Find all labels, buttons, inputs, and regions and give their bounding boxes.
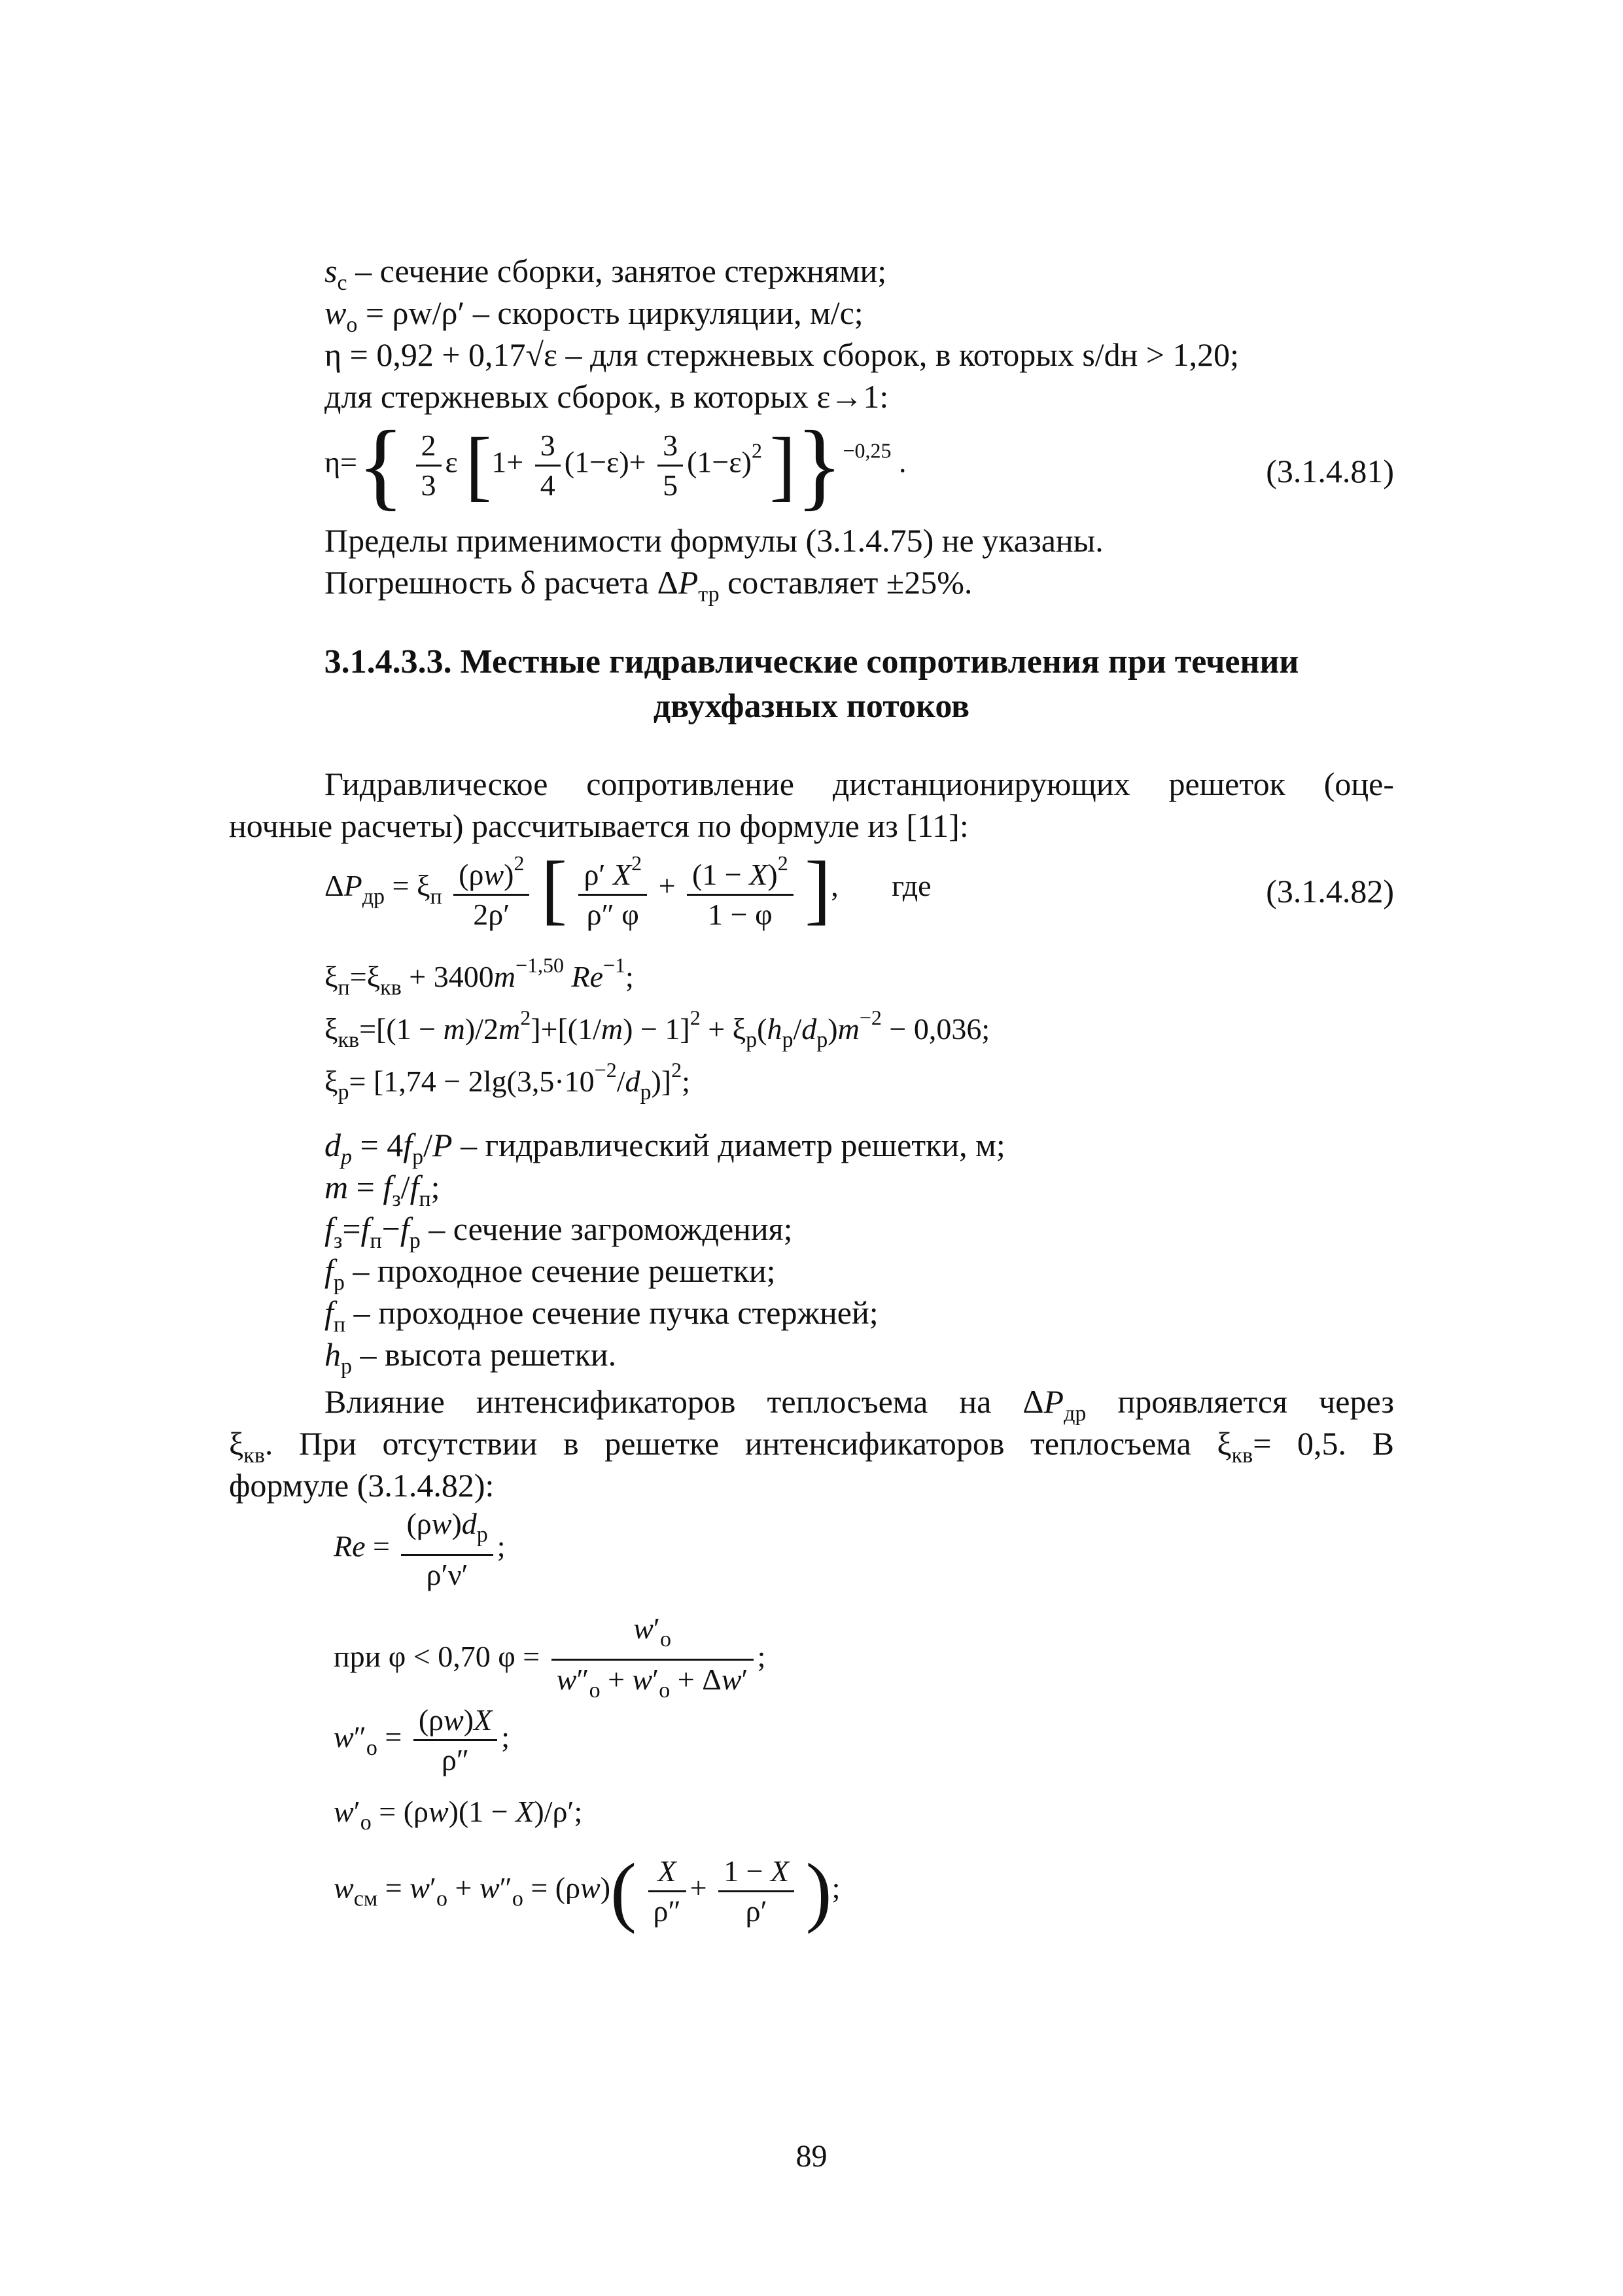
formula-xi-r: $\xi_р= [1,74 - 2\lg(3,5\cdot 10^{-2}/d_р)]^2$; (324, 1058, 690, 1104)
def-sc: $s_c$ – сечение сборки, занятое стержнями; (324, 253, 887, 295)
equation-number: (3.1.4.81) (1266, 453, 1394, 489)
var-fz: $f_з=f_п-f_р$ – сечение загромождения; (324, 1210, 793, 1253)
var-dp: $d_p = 4f_р/P$ – гидравлический диаметр решетки, м; (324, 1127, 1005, 1169)
def-eta: η = 0,92 + 0,17√ε – для стержневых сборок, в которых s/dн > 1,20; (324, 336, 1240, 373)
equation-number: (3.1.4.82) (1266, 873, 1394, 910)
formula-re: Re = $\frac{(\rho w)d_р}{\rho'\nu'}$ ; (334, 1505, 506, 1594)
paragraph-intro-line2: ночные расчеты) рассчитывается по формуле из [11]: (229, 807, 969, 844)
paragraph-influence-line2: $\xi_{кв}$. При отсутствии в решетке интенсификаторов теплосъема $\xi_{кв}= 0,5$. В (229, 1425, 1394, 1468)
page-number: 89 (795, 2139, 828, 2174)
formula-3-1-4-82: $\Delta P_{др} = \xi_п$ $\frac{(\rho w)^2}{2\rho'}$ [ $\frac{\rho' X^2}{\rho'' \varphi}$ + $\frac{(1 - X)^2}{1 - \varphi}$ ], где (324, 845, 932, 932)
var-fr: $f_р$ – проходное сечение решетки; (324, 1252, 776, 1295)
paragraph-intro-line1: Гидравлическое сопротивление дистанционирующих решеток (оце- (324, 766, 1394, 802)
def-w0: $w_o = \rho w/\rho'$ – скорость циркуляции, м/с; (324, 294, 864, 337)
paragraph-influence-line1: Влияние интенсификаторов теплосъема на $\Delta P_{др}$ проявляется через (324, 1383, 1394, 1426)
error-line: Погрешность δ расчета $\Delta P_{тр}$ составляет ±25%. (324, 564, 973, 607)
applicability-line: Пределы применимости формулы (3.1.4.75) не указаны. (324, 522, 1104, 559)
formula-w0-liquid: $w'_о = (\rho w)(1 - X)/\rho'$; (334, 1795, 583, 1835)
def-eps: для стержневых сборок, в которых ε→1: (324, 378, 889, 415)
var-fn: $f_п$ – проходное сечение пучка стержней; (324, 1294, 879, 1337)
formula-phi: при φ < 0,70 φ = $\frac{w'_о}{w''_о + w'_о + \Delta w'}$ ; (334, 1610, 765, 1710)
formula-3-1-4-81: η={ $\frac{2}{3}$ ε [1+ $\frac{3}{4}$ (1−ε)+ $\frac{3}{5}$ $(1-\varepsilon)^2$ ]}$^{-0,25}$ . (324, 411, 907, 520)
formula-w0-vapour: $w''_о$ = $\frac{(\rho w)X}{\rho''}$ ; (334, 1701, 510, 1779)
formula-xi-kv: $\xi_{кв}=[(1 - m)/2m^2]+[(1/m) - 1]^2 + \xi_р(h_р/d_р)m^{-2} - 0,036$; (324, 1006, 990, 1052)
section-heading: 3.1.4.3.3. Местные гидравлические сопротивления при течении двухфазных потоков (324, 643, 1299, 725)
paragraph-influence-line3: формуле (3.1.4.82): (229, 1467, 495, 1504)
formula-w-mix: $w_{см} = w'_о + w''_о = (\rho w)$( $\frac{X}{\rho''}$ + $\frac{1 - X}{\rho'}$ ); (334, 1847, 841, 1934)
var-m: $m = f_з/f_п$; (324, 1169, 440, 1211)
var-hp: $h_р$ – высота решетки. (324, 1336, 617, 1379)
formula-xi-p: $\xi_п=\xi_{кв} + 3400m^{-1,50}$ $Re^{-1}$; (324, 953, 634, 1000)
